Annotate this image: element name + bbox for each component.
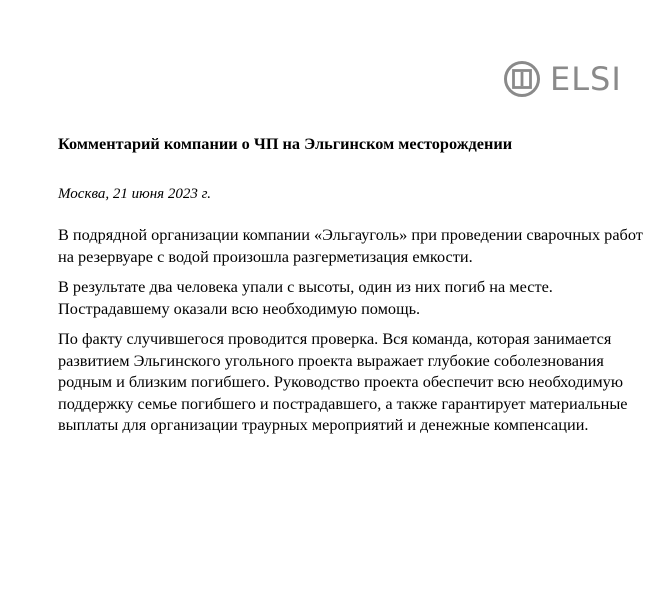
paragraph: В результате два человека упали с высоты, один из них погиб на месте. Пострадавшему оказали всю необходимую помощь. [58, 277, 553, 318]
document-title: Комментарий компании о ЧП на Эльгинском месторождении [58, 134, 513, 153]
elsi-logo-text: ELSI [550, 60, 622, 98]
elsi-logo [503, 60, 622, 98]
paragraph: По факту случившегося проводится проверка. Вся команда, которая занимается развитием Эльгинского угольного проекта выражает глубокие соболезнования родным и близким погибшего. Руководство проекта обеспечит всю необходимую поддержку семье погибшего и пострадавшего, а также гарантирует материальные выплаты для организации траурных мероприятий и денежные компенсации. [58, 329, 628, 434]
dateline: Москва, 21 июня 2023 г. [58, 186, 212, 202]
paragraph: В подрядной организации компании «Эльгауголь» при проведении сварочных работ на резервуаре с водой произошла разгерметизация емкости. [58, 225, 643, 266]
document-body [58, 224, 643, 445]
elsi-logo-mark-icon [503, 60, 541, 98]
